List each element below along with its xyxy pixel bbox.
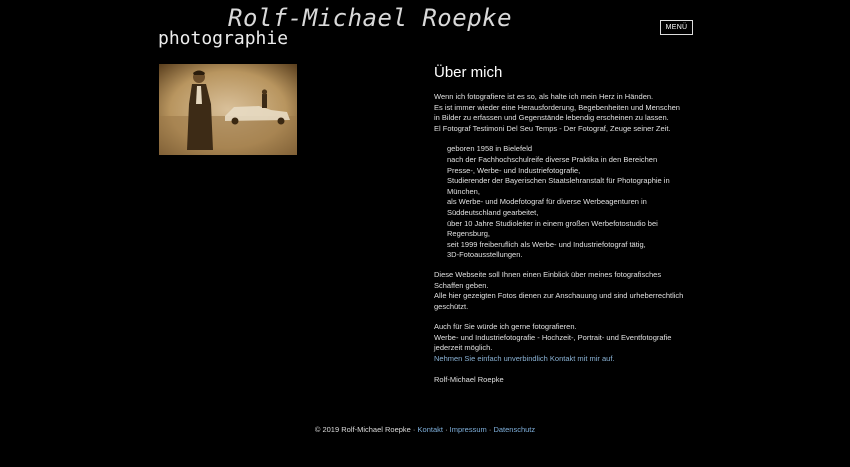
intro-line: El Fotograf Testimoni Del Seu Temps - Der Fotograf, Zeuge seiner Zeit. bbox=[434, 123, 671, 133]
footer bbox=[0, 425, 850, 434]
menu-button[interactable]: MENÜ bbox=[660, 20, 693, 35]
footer-link-datenschutz[interactable]: Datenschutz bbox=[493, 425, 536, 434]
bio-item: seit 1999 freiberuflich als Werbe- und Industriefotograf tätig, bbox=[447, 239, 646, 249]
website-line: Diese Webseite soll Ihnen einen Einblick über meines fotografisches Schaffen geben. bbox=[434, 269, 662, 290]
bio-item: geboren 1958 in Bielefeld bbox=[447, 144, 533, 154]
intro-line: Es ist immer wieder eine Herausforderung, Begebenheiten und Menschen in Bilder zu erfassen und Gegenstände lebendig erscheinen zu lassen. bbox=[434, 102, 680, 123]
logo-name[interactable]: Rolf-Michael Roepke bbox=[228, 4, 513, 32]
about-section bbox=[434, 64, 684, 395]
bio-item: Studierender der Bayerischen Staatslehranstalt für Photographie in München, bbox=[447, 176, 670, 196]
bio-item: über 10 Jahre Studioleiter in einem großen Werbefotostudio bei Regensburg, bbox=[447, 218, 658, 239]
page-title: Über mich bbox=[434, 64, 503, 81]
intro-line: Wenn ich fotografiere ist es so, als halte ich mein Herz in Händen. bbox=[434, 92, 654, 101]
contact-paragraph bbox=[434, 322, 684, 364]
website-line: Alle hier gezeigten Fotos dienen zur Anschauung und sind urheberrechtlich geschützt. bbox=[434, 291, 684, 311]
bio-item: nach der Fachhochschulreife diverse Praktika in den Bereichen Presse-, Werbe- und Industriefotografie, bbox=[447, 154, 658, 175]
footer-separator: · bbox=[488, 425, 492, 434]
bio-list bbox=[447, 144, 684, 261]
portrait-photo bbox=[159, 64, 297, 155]
contact-link[interactable]: Nehmen Sie einfach unverbindlich Kontakt mit mir auf. bbox=[434, 354, 615, 364]
footer-link-kontakt[interactable]: Kontakt bbox=[417, 425, 443, 434]
website-paragraph bbox=[434, 270, 684, 312]
footer-link-impressum[interactable]: Impressum bbox=[449, 425, 487, 434]
footer-separator: · bbox=[445, 425, 448, 434]
bio-item: 3D-Fotoausstellungen. bbox=[447, 250, 523, 260]
signature: Rolf-Michael Roepke bbox=[434, 374, 504, 384]
contact-line: Werbe- und Industriefotografie - Hochzeit-, Portrait- und Eventfotografie jederzeit möglich. bbox=[434, 332, 672, 353]
bio-item: als Werbe- und Modefotograf für diverse Werbeagenturen in Süddeutschland gearbeitet, bbox=[447, 197, 647, 217]
copyright-text: © 2019 Rolf-Michael Roepke · bbox=[314, 425, 416, 434]
contact-line: Auch für Sie würde ich gerne fotografieren. bbox=[434, 322, 577, 332]
intro-paragraph bbox=[434, 92, 684, 134]
logo-subtitle[interactable]: photographie bbox=[158, 28, 289, 49]
